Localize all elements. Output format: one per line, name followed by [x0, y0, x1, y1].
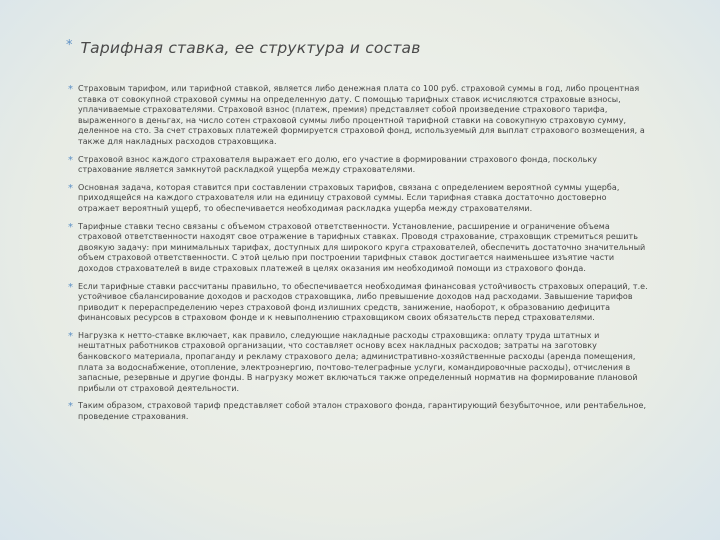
- bullet-marker: *: [68, 154, 73, 166]
- bullet-text: Тарифные ставки тесно связаны с объемом страховой ответственности. Установление, расширение и ограничение объема страховой ответственности находят свое отражение в тарифных ставках. Проводя страхование, страховщик стремиться решить двоякую задачу: при минимальных тарифах, доступных для широкого круга страхователей, обеспечить достаточно значительный объем страховой ответственности. С этой целью при построении тарифных ставок достигается наименьшее изъятие части доходов страхователей в виде страховых платежей в целях оказания им необходимой помощи из страхового фонда.: [78, 221, 646, 273]
- bullet-item: [68, 84, 648, 148]
- bullet-item: [68, 401, 648, 422]
- bullet-item: [68, 183, 648, 215]
- bullet-marker: *: [68, 84, 73, 95]
- bullet-item: [68, 222, 648, 275]
- title-row: [66, 38, 680, 58]
- bullet-marker: *: [68, 330, 73, 342]
- bullet-text: Таким образом, страховой тариф представляет собой эталон страхового фонда, гарантирующий безубыточное, или рентабельное, проведение страхования.: [78, 401, 647, 422]
- bullet-text: Страховым тарифом, или тарифной ставкой, является либо денежная плата со 100 руб. страховой суммы в год, либо процентная ставка от совокупной страховой суммы на определенную дату. С помощью тарифных ставок исчисляются страховые взносы, уплачиваемые страхователями. Страховой взнос (платеж, премия) представляет собой произведение страхового тарифа, выраженного в деньгах, на число сотен страховой суммы либо процентной тарифной ставки на совокупную страховую сумму, деленное на сто. За счет страховых платежей формируется страховой фонд, используемый для выплат страхового возмещения, а также для накладных расходов страховщика.: [78, 84, 645, 146]
- bullet-marker: *: [68, 281, 73, 293]
- title-bullet-marker: *: [66, 38, 73, 53]
- bullet-text: Если тарифные ставки рассчитаны правильно, то обеспечивается необходимая финансовая устойчивость страховых операций, т.е. устойчивое сбалансирование доходов и расходов страховщика, либо превышение доходов над расходами. Завышение тарифов приводит к перераспределению через страховой фонд излишних средств, занижение, наоборот, к образованию дефицита финансовых ресурсов в страховом фонде и к невыполнению страховщиком своих обязательств перед страхователями.: [78, 281, 648, 323]
- bullet-marker: *: [68, 182, 73, 194]
- bullet-marker: *: [68, 221, 73, 233]
- bullet-text: Нагрузка к нетто-ставке включает, как правило, следующие накладные расходы страховщика: оплату труда штатных и нештатных работников страховой организации, что составляет основу всех накладных расходов; затраты на заготовку банковского материала, пропаганду и рекламу страхового дела; административно-хозяйственные расходы (аренда помещения, плата за водоснабжение, отопление, электроэнергию, почтово-телеграфные услуги, командировочные расходы), отчисления в запасные, резервные и другие фонды. В нагрузку может включаться также определенный норматив на формирование плановой прибыли от страховой деятельности.: [78, 330, 638, 393]
- bullet-item: [68, 282, 648, 324]
- bullet-item: [68, 331, 648, 395]
- bullet-text: Основная задача, которая ставится при составлении страховых тарифов, связана с определением вероятной суммы ущерба, приходящейся на каждого страхователя или на единицу страховой суммы. Если тарифная ставка достаточно достоверно отражает вероятный ущерб, то обеспечивается необходимая раскладка ущерба между страхователями.: [78, 182, 620, 213]
- bullet-marker: *: [68, 401, 73, 413]
- bullet-list: [68, 84, 648, 430]
- bullet-text: Страховой взнос каждого страхователя выражает его долю, его участие в формировании страхового фонда, поскольку страхование является замкнутой раскладкой ущерба между страхователями.: [78, 154, 598, 175]
- slide-title: Тарифная ставка, ее структура и состав: [80, 39, 421, 57]
- bullet-item: [68, 155, 648, 176]
